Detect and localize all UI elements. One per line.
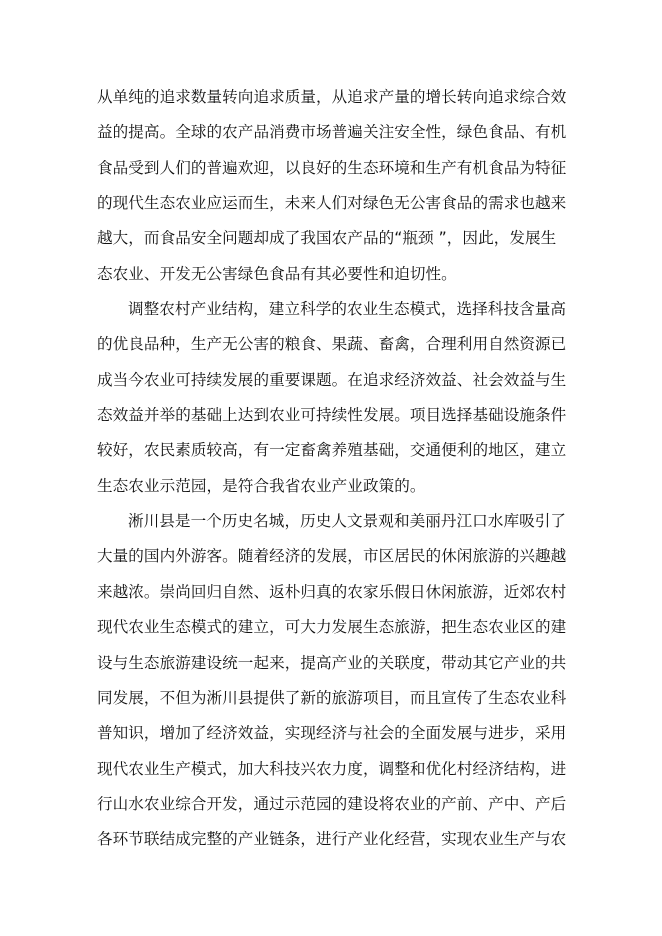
paragraph-line: 较好，农民素质较高，有一定畜禽养殖基础，交通便利的地区，建立: [97, 441, 567, 460]
paragraph-line: 食品受到人们的普遍欢迎，以良好的生态环境和生产有机食品为特征: [97, 158, 567, 177]
paragraph-first-line: 淅川县是一个历史名城，历史人文景观和美丽丹江口水库吸引了: [128, 512, 567, 531]
paragraph-line: 各环节联结成完整的产业链条，进行产业化经营，实现农业生产与农: [97, 830, 567, 849]
paragraph-line: 的优良品种，生产无公害的粮食、果蔬、畜禽，合理利用自然资源已: [97, 335, 567, 354]
paragraph-line: 来越浓。崇尚回归自然、返朴归真的农家乐假日休闲旅游，近郊农村: [97, 582, 567, 601]
paragraph-line: 同发展，不但为淅川县提供了新的旅游项目，而且宣传了生态农业科: [97, 688, 567, 707]
paragraph-line: 态效益并举的基础上达到农业可持续性发展。项目选择基础设施条件: [97, 406, 567, 425]
paragraph-line: 现代农业生产模式，加大科技兴农力度，调整和优化村经济结构，进: [97, 759, 567, 778]
paragraph-line: 态农业、开发无公害绿色食品有其必要性和迫切性。: [97, 264, 457, 283]
paragraph-line: 设与生态旅游建设统一起来，提高产业的关联度，带动其它产业的共: [97, 653, 567, 672]
paragraph-line: 生态农业示范园，是符合我省农业产业政策的。: [97, 476, 426, 495]
paragraph-line: 从单纯的追求数量转向追求质量，从追求产量的增长转向追求综合效: [97, 88, 567, 106]
paragraph-line: 的现代生态农业应运而生，未来人们对绿色无公害食品的需求也越来: [97, 194, 567, 213]
paragraph-line: 成当今农业可持续发展的重要课题。在追求经济效益、社会效益与生: [97, 370, 567, 389]
paragraph-line: 益的提高。全球的农产品消费市场普遍关注安全性，绿色食品、有机: [97, 123, 567, 142]
paragraph-line: 行山水农业综合开发，通过示范园的建设将农业的产前、产中、产后: [97, 794, 567, 813]
paragraph-line: 越大，而食品安全问题却成了我国农产品的“瓶颈 ”，因此，发展生: [97, 229, 557, 248]
paragraph-line: 普知识，增加了经济效益，实现经济与社会的全面发展与进步，采用: [97, 724, 567, 743]
body-text: [97, 80, 569, 858]
paragraph-line: 现代农业生态模式的建立，可大力发展生态旅游，把生态农业区的建: [97, 618, 567, 637]
paragraph-first-line: 调整农村产业结构，建立科学的农业生态模式，选择科技含量高: [128, 300, 567, 319]
paragraph-line: 大量的国内外游客。随着经济的发展，市区居民的休闲旅游的兴趣越: [97, 547, 567, 566]
